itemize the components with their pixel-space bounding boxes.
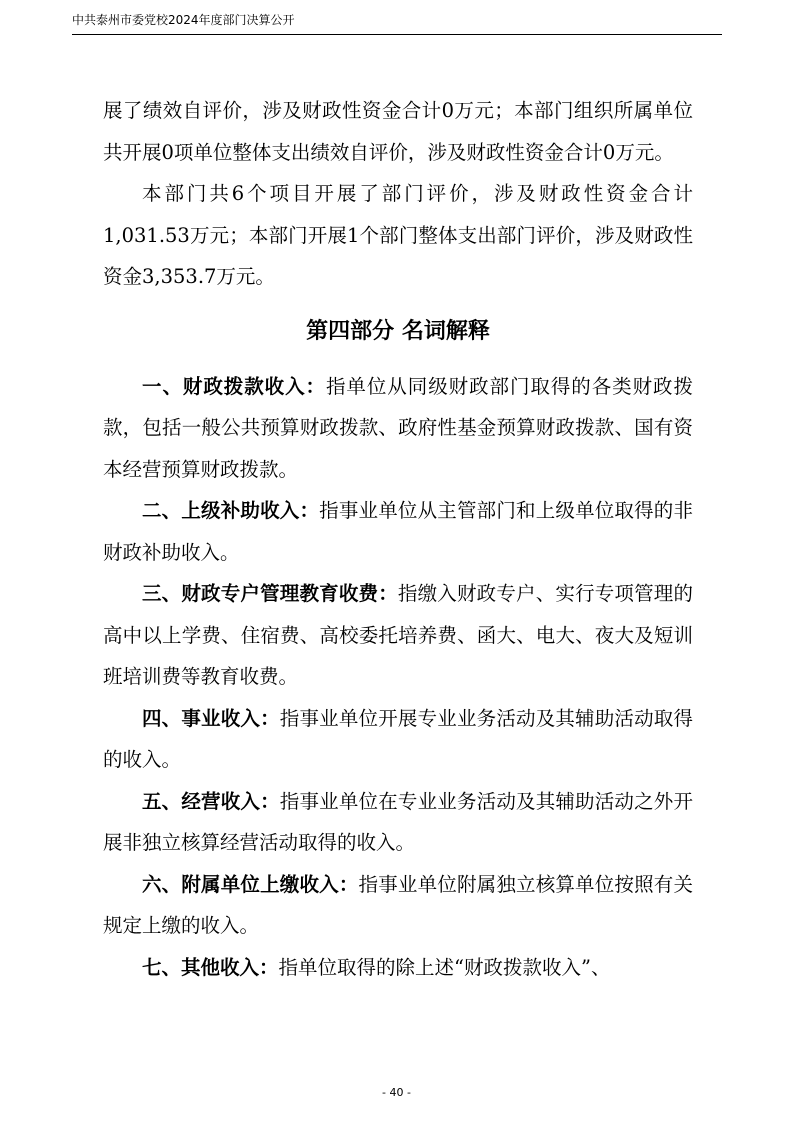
- term-paragraph: [103, 490, 693, 573]
- term-label: 七、其他收入：: [142, 955, 279, 979]
- term-label: 五、经营收入：: [142, 789, 280, 813]
- term-definition: 指事业单位在专业业务活动及其辅助活动之外开展非独立核算经营活动取得的收入。: [103, 789, 693, 854]
- intro-paragraph-continued: 展了绩效自评价，涉及财政性资金合计0万元；本部门组织所属单位共开展0项单位整体支出绩效自评价，涉及财政性资金合计0万元。: [103, 99, 693, 164]
- term-label: 六、附属单位上缴收入：: [142, 872, 359, 896]
- term-paragraph: [103, 366, 693, 491]
- term-label: 四、事业收入：: [142, 706, 280, 730]
- term-label: 三、财政专户管理教育收费：: [142, 582, 398, 605]
- term-definition: 指事业单位附属独立核算单位按照有关规定上缴的收入。: [103, 872, 693, 937]
- page-number: - 40 -: [382, 1086, 411, 1099]
- term-definition: 指事业单位从主管部门和上级单位取得的非财政补助收入。: [103, 499, 693, 564]
- term-paragraph: [103, 573, 693, 698]
- term-definition: 指单位从同级财政部门取得的各类财政拨款，包括一般公共预算财政拨款、政府性基金预算财政拨款、国有资本经营预算财政拨款。: [103, 374, 693, 481]
- term-definition: 指缴入财政专户、实行专项管理的高中以上学费、住宿费、高校委托培养费、函大、电大、夜大及短训班培训费等教育收费。: [103, 582, 693, 688]
- term-definition: 指事业单位开展专业业务活动及其辅助活动取得的收入。: [103, 706, 693, 771]
- document-body: [103, 90, 693, 988]
- term-paragraph: [103, 864, 693, 947]
- term-definition: 指单位取得的除上述“财政拨款收入”、: [278, 955, 611, 979]
- term-label: 一、财政拨款收入：: [142, 374, 326, 398]
- section-title: 第四部分 名词解释: [306, 318, 490, 344]
- header-divider: [72, 34, 722, 35]
- term-paragraph: [103, 698, 693, 781]
- running-header: 中共泰州市委党校2024年度部门决算公开: [72, 13, 295, 27]
- term-label: 二、上级补助收入：: [142, 499, 320, 522]
- intro-paragraph: 本部门共6个项目开展了部门评价，涉及财政性资金合计1,031.53万元；本部门开展1个部门整体支出部门评价，涉及财政性资金3,353.7万元。: [103, 182, 693, 288]
- term-paragraph: [103, 947, 693, 989]
- term-paragraph: [103, 781, 693, 864]
